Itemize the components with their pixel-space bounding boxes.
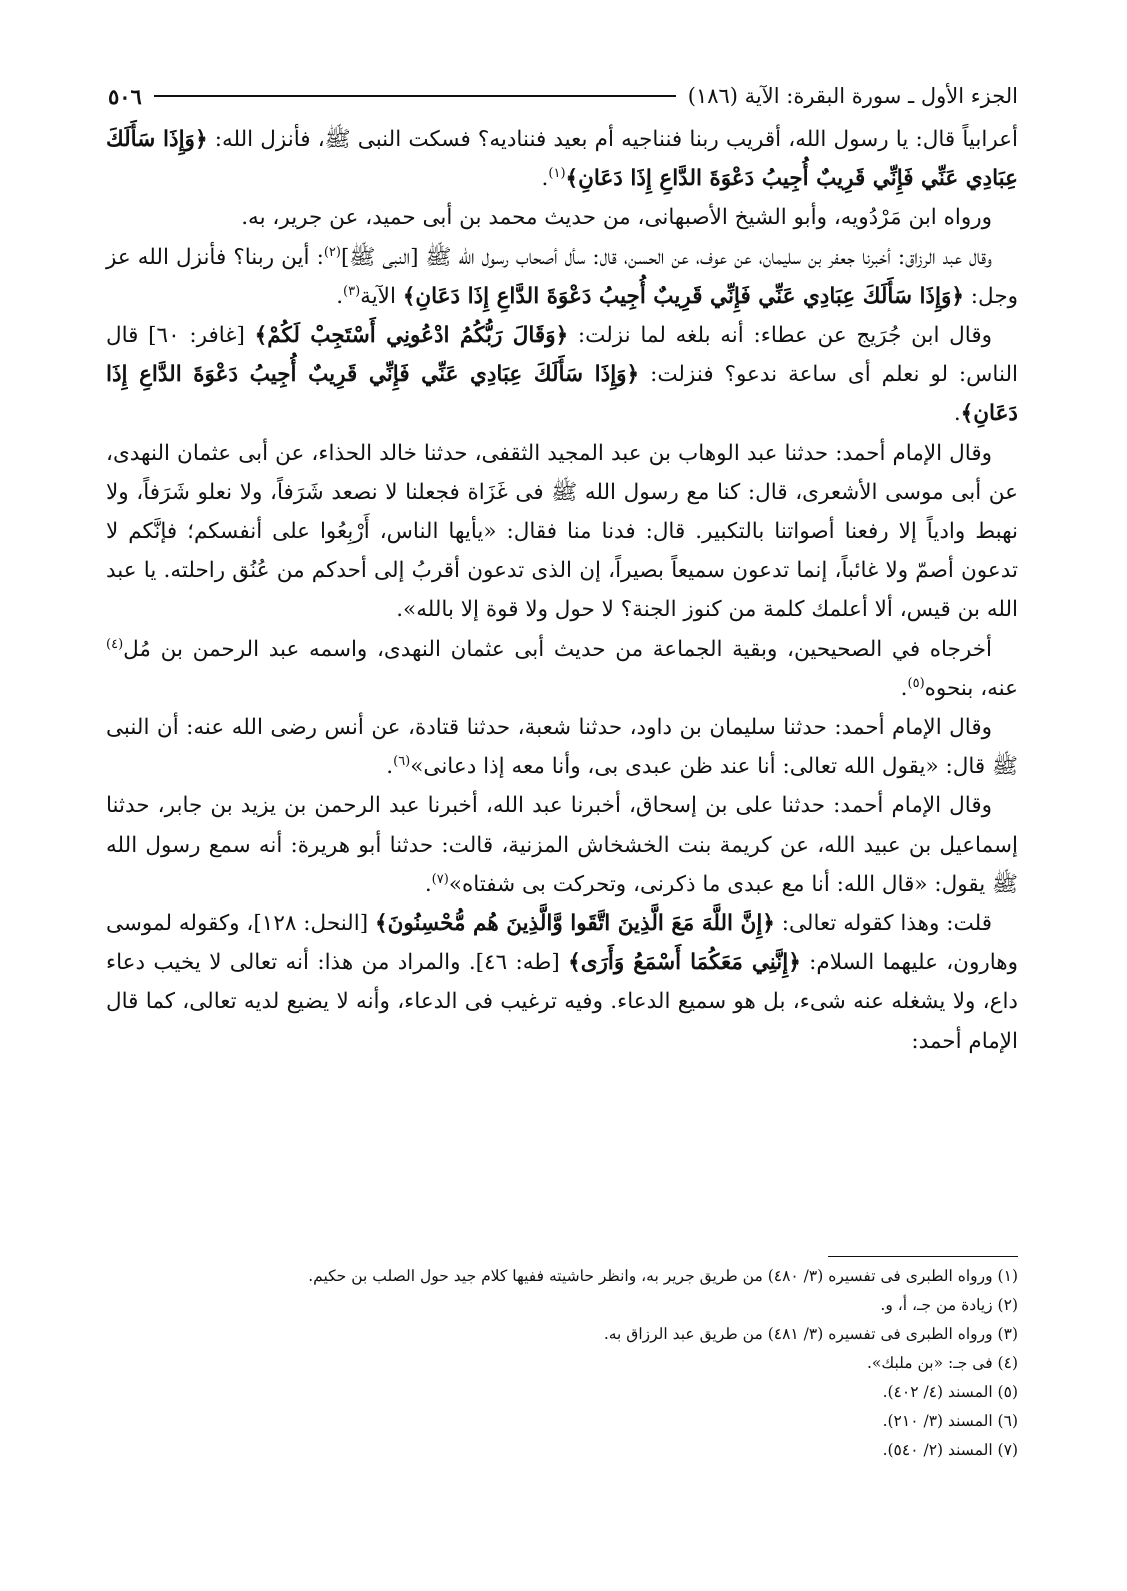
footnote: (٥) المسند (٤/ ٤٠٢).: [882, 1383, 1018, 1401]
page-number: ٥٠٦: [108, 83, 142, 109]
quran-verse: ﴿وَإِذَا سَأَلَكَ عِبَادِي عَنِّي فَإِنِّي قَرِيبٌ أُجِيبُ دَعْوَةَ الدَّاعِ إِذَا دَعَانِ﴾: [402, 283, 964, 309]
text-run: [غافر: ٦٠] قال الناس: لو نعلم أى ساعة ندعو؟ فنزلت:: [106, 323, 1018, 388]
paragraph: [106, 316, 1018, 434]
text-run: وقال عبد الرزاق: أخبرنا جعفر بن سليمان، عن عوف، عن الحسن، قال: سأل أصحاب رسول الله ﷺ [النبى ﷺ]: [340, 244, 992, 270]
footnote-marker: (٣): [343, 283, 361, 299]
text-run: أعرابياً قال: يا رسول الله، أقريب ربنا فنناجيه أم بعيد فنناديه؟ فسكت النبى ﷺ، فأنزل الله:: [207, 127, 1018, 152]
text-run: .: [953, 401, 961, 427]
footnote: (٤) فى جـ: «بن ملبك».: [867, 1354, 1018, 1372]
running-title: الجزء الأول ـ سورة البقرة: الآية (١٨٦): [687, 84, 1018, 108]
footnote-marker: (٤): [106, 636, 124, 652]
text-run: وقال الإمام أحمد: حدثنا على بن إسحاق، أخبرنا عبد الله، أخبرنا عبد الرحمن بن يزيد بن جابر، حدثنا إسماعيل بن عبيد الله، عن كريمة بنت الخشخاش المزنية، قالت: حدثنا أبو هريرة: أنه سمع رسول الله ﷺ يقول: «قال الله: أنا مع عبدى ما ذكرنى، وتحركت بى شفتاه»: [106, 793, 1018, 897]
text-run: [النحل: ١٢٨]، وكقوله لموسى وهارون، عليهما السلام:: [106, 911, 1019, 976]
text-run: : أين ربنا؟ فأنزل الله عز وجل:: [106, 244, 1018, 309]
footnote-marker: (٧): [431, 871, 449, 887]
paragraph: [106, 708, 1018, 786]
footnote-marker: (٢): [323, 244, 341, 260]
quran-verse: ﴿وَإِذَا سَأَلَكَ عِبَادِي عَنِّي فَإِنِّي قَرِيبٌ أُجِيبُ دَعْوَةَ الدَّاعِ إِذَا دَعَانِ﴾: [106, 127, 1018, 192]
paragraph: [106, 904, 1018, 1061]
header-rule: [154, 95, 676, 97]
text-run: الآية: [360, 283, 403, 309]
paragraph: [106, 786, 1018, 904]
quran-verse: ﴿وَقَالَ رَبُّكُمُ ادْعُونِي أَسْتَجِبْ لَكُمْ﴾: [254, 323, 569, 349]
footnote-marker: (٥): [907, 675, 925, 691]
footnote-marker: (١): [548, 166, 566, 182]
paragraph: [106, 238, 1018, 316]
footnote: (٢) زيادة من جـ، أ، و.: [880, 1296, 1018, 1314]
running-header: [108, 78, 1018, 114]
quran-verse: ﴿وَإِذَا سَأَلَكَ عِبَادِي عَنِّي فَإِنِّي قَرِيبٌ أُجِيبُ دَعْوَةَ الدَّاعِ إِذَا دَعَانِ﴾: [106, 362, 1018, 427]
text-run: .: [541, 166, 549, 192]
footnote-separator: [828, 1256, 1018, 1257]
paragraph: [106, 120, 1018, 198]
text-run: أخرجاه في الصحيحين، وبقية الجماعة من حديث أبى عثمان النهدى، واسمه عبد الرحمن بن مُل: [123, 636, 992, 662]
quran-verse: ﴿إِنَّ اللَّهَ مَعَ الَّذِينَ اتَّقَوا وَّالَّذِينَ هُم مُّحْسِنُونَ﴾: [374, 911, 775, 937]
paragraph: [106, 434, 1018, 630]
footnote-marker: (٦): [393, 754, 411, 770]
text-run: وقال الإمام أحمد: حدثنا عبد الوهاب بن عبد المجيد الثقفى، حدثنا خالد الحذاء، عن أبى عثمان النهدى، عن أبى موسى الأشعرى، قال: كنا مع رسول الله ﷺ فى غَزَاة فجعلنا لا نصعد شَرَفاً، ولا نعلو شَرَفاً، ولا نهبط وادياً إلا رفعنا أصواتنا بالتكبير. قال: فدنا منا فقال: «يأيها الناس، أَرْبِعُوا على أنفسكم؛ فإنَّكم لا تدعون أصمّ ولا غائباً، إنما تدعون سميعاً بصيراً، إن الذى تدعون أقربُ إلى أحدكم من عُنُق راحلته. يا عبد الله بن قيس، ألا أعلمك كلمة من كنوز الجنة؟ لا حول ولا قوة إلا بالله».: [106, 440, 1018, 623]
text-run: وقال ابن جُرَيج عن عطاء: أنه بلغه لما نزلت:: [568, 323, 993, 349]
paragraph: [106, 198, 1018, 237]
paragraph: [106, 630, 1018, 708]
text-run: .: [386, 754, 394, 780]
footnote: (٧) المسند (٢/ ٥٤٠).: [882, 1441, 1018, 1459]
text-run: .: [900, 675, 908, 701]
text-run: قلت: وهذا كقوله تعالى:: [774, 911, 992, 937]
footnote: (١) ورواه الطبرى فى تفسيره (٣/ ٤٨٠) من طريق جرير به، وانظر حاشيته ففيها كلام جيد حول الصلب بن حكيم.: [308, 1267, 1018, 1285]
text-run: .: [336, 283, 344, 309]
footnotes: [106, 1262, 1018, 1465]
quran-verse: ﴿إِنَّنِي مَعَكُمَا أَسْمَعُ وَأَرَى﴾: [568, 950, 801, 976]
footnote: (٦) المسند (٣/ ٢١٠).: [882, 1412, 1018, 1430]
text-run: [طه: ٤٦]. والمراد من هذا: أنه تعالى لا يخيب دعاء داع، ولا يشغله عنه شىء، بل هو سميع الدعاء. وفيه ترغيب فى الدعاء، وأنه لا يضيع لديه تعالى، كما قال الإمام أحمد:: [106, 950, 1018, 1054]
footnote: (٣) ورواه الطبرى فى تفسيره (٣/ ٤٨١) من طريق عبد الرزاق به.: [603, 1325, 1018, 1343]
text-run: عنه، بنحوه: [924, 675, 1018, 701]
main-text: [106, 120, 1018, 1061]
text-run: وقال الإمام أحمد: حدثنا سليمان بن داود، حدثنا شعبة، حدثنا قتادة، عن أنس رضى الله عنه: أن النبى ﷺ قال: «يقول الله تعالى: أنا عند ظن عبدى بى، وأنا معه إذا دعانى»: [106, 715, 1018, 780]
text-run: ورواه ابن مَرْدُويه، وأبو الشيخ الأصبهانى، من حديث محمد بن أبى حميد، عن جرير، به.: [241, 205, 992, 231]
text-run: .: [424, 871, 432, 897]
